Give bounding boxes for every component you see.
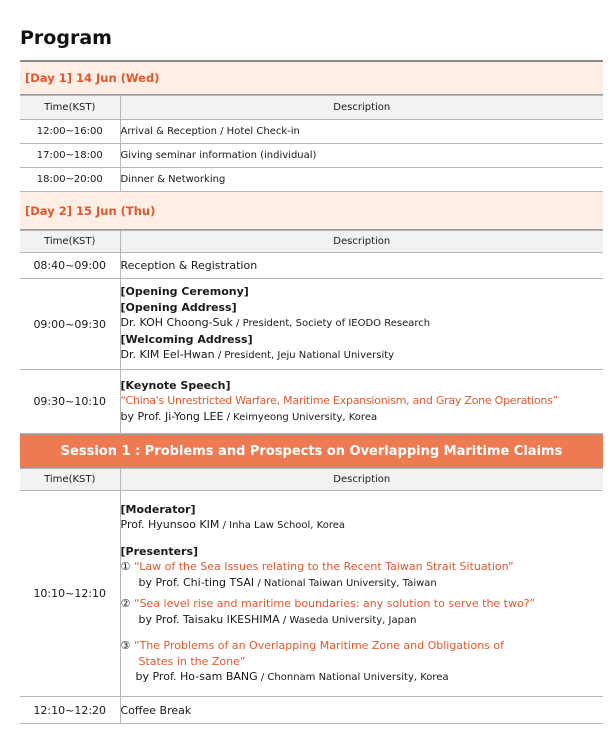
opening-speaker-line — [121, 315, 604, 332]
presenter-speaker-line — [121, 612, 604, 629]
time-cell: 10:10~12:10 — [20, 491, 120, 697]
presenter-number: ① — [120, 560, 131, 573]
day1-table — [20, 95, 603, 192]
time-cell: 17:00~18:00 — [20, 144, 120, 168]
presenter-speaker: by Prof. Chi-ting TSAI — [138, 575, 255, 589]
presenter-title-text: “Law of the Sea Issues relating to the Recent Taiwan Strait Situation” — [133, 560, 514, 573]
keynote-label: [Keynote Speech] — [120, 378, 231, 392]
presenter-number: ③ — [120, 639, 131, 652]
desc-cell: Arrival & Reception / Hotel Check-in — [120, 120, 603, 144]
opening-address-label: [Opening Address] — [120, 300, 237, 314]
time-cell: 08:40~09:00 — [20, 253, 120, 279]
presenter-title-text: “The Problems of an Overlapping Maritime Zone and Obligations of — [133, 639, 504, 652]
table-row — [20, 168, 603, 192]
desc-cell: Coffee Break — [120, 697, 603, 724]
moderator-label: [Moderator] — [120, 502, 196, 516]
welcoming-address-label: [Welcoming Address] — [120, 332, 253, 346]
opening-affiliation: / President, Society of IEODO Research — [232, 318, 431, 330]
table-row — [20, 279, 603, 370]
moderator-affiliation: / Inha Law School, Korea — [219, 520, 346, 531]
presenter-title-continued: States in the Zone” — [138, 654, 246, 668]
col-desc-header: Description — [120, 231, 603, 253]
keynote-speaker-line — [121, 409, 604, 426]
desc-cell — [120, 279, 603, 370]
opening-ceremony-label: [Opening Ceremony] — [120, 285, 249, 299]
table-header-row — [20, 469, 603, 491]
presenter-speaker: by Prof. Taisaku IKESHIMA — [138, 612, 280, 626]
time-cell: 12:10~12:20 — [20, 697, 120, 724]
time-cell: 09:30~10:10 — [20, 370, 120, 434]
presenter-title — [121, 559, 604, 575]
desc-cell — [120, 491, 603, 697]
welcoming-speaker: Dr. KIM Eel-Hwan — [120, 348, 215, 362]
session1-header: Session 1 : Problems and Prospects on Overlapping Maritime Claims — [20, 434, 603, 468]
presenter-title — [121, 638, 604, 654]
welcoming-speaker-line — [121, 347, 604, 364]
moderator-name: Prof. Hyunsoo KIM — [120, 518, 220, 531]
presenter-affiliation: / Waseda University, Japan — [279, 614, 417, 626]
table-header-row — [20, 231, 603, 253]
table-row — [20, 144, 603, 168]
time-cell: 12:00~16:00 — [20, 120, 120, 144]
day2-table — [20, 230, 603, 434]
presenter-number: ② — [120, 597, 131, 610]
moderator-line — [121, 517, 604, 534]
col-desc-header: Description — [120, 469, 603, 491]
day1-header: [Day 1] 14 Jun (Wed) — [20, 62, 603, 95]
keynote-title: “China's Unrestricted Warfare, Maritime Expansionism, and Gray Zone Operations” — [120, 394, 559, 408]
program-table — [20, 62, 603, 724]
desc-cell — [120, 370, 603, 434]
presenter-speaker-line — [121, 669, 604, 686]
day2-header: [Day 2] 15 Jun (Thu) — [20, 192, 603, 230]
col-desc-header: Description — [120, 96, 603, 120]
presenter-speaker: by Prof. Ho-sam BANG — [135, 670, 258, 683]
presenter-affiliation: / Chonnam National University, Korea — [257, 672, 449, 683]
desc-cell: Giving seminar information (individual) — [120, 144, 603, 168]
time-cell: 09:00~09:30 — [20, 279, 120, 370]
col-time-header: Time(KST) — [20, 231, 120, 253]
session1-table — [20, 468, 603, 724]
presenter-title-text: “Sea level rise and maritime boundaries: any solution to serve the two?” — [133, 597, 536, 610]
presenter-affiliation: / National Taiwan University, Taiwan — [254, 577, 437, 589]
col-time-header: Time(KST) — [20, 96, 120, 120]
opening-speaker: Dr. KOH Choong-Suk — [120, 316, 233, 330]
welcoming-affiliation: / President, Jeju National University — [214, 350, 395, 362]
desc-cell: Reception & Registration — [120, 253, 603, 279]
keynote-affiliation: / Keimyeong University, Korea — [223, 411, 378, 423]
keynote-speaker: by Prof. Ji-Yong LEE — [120, 409, 224, 423]
table-row — [20, 370, 603, 434]
presenters-label: [Presenters] — [120, 544, 199, 558]
presenter-title — [121, 596, 604, 612]
table-row — [20, 491, 603, 697]
table-header-row — [20, 96, 603, 120]
table-row — [20, 697, 603, 724]
col-time-header: Time(KST) — [20, 469, 120, 491]
page-title: Program — [20, 27, 112, 49]
presenter-speaker-line — [121, 575, 604, 592]
time-cell: 18:00~20:00 — [20, 168, 120, 192]
desc-cell: Dinner & Networking — [120, 168, 603, 192]
table-row — [20, 253, 603, 279]
table-row — [20, 120, 603, 144]
